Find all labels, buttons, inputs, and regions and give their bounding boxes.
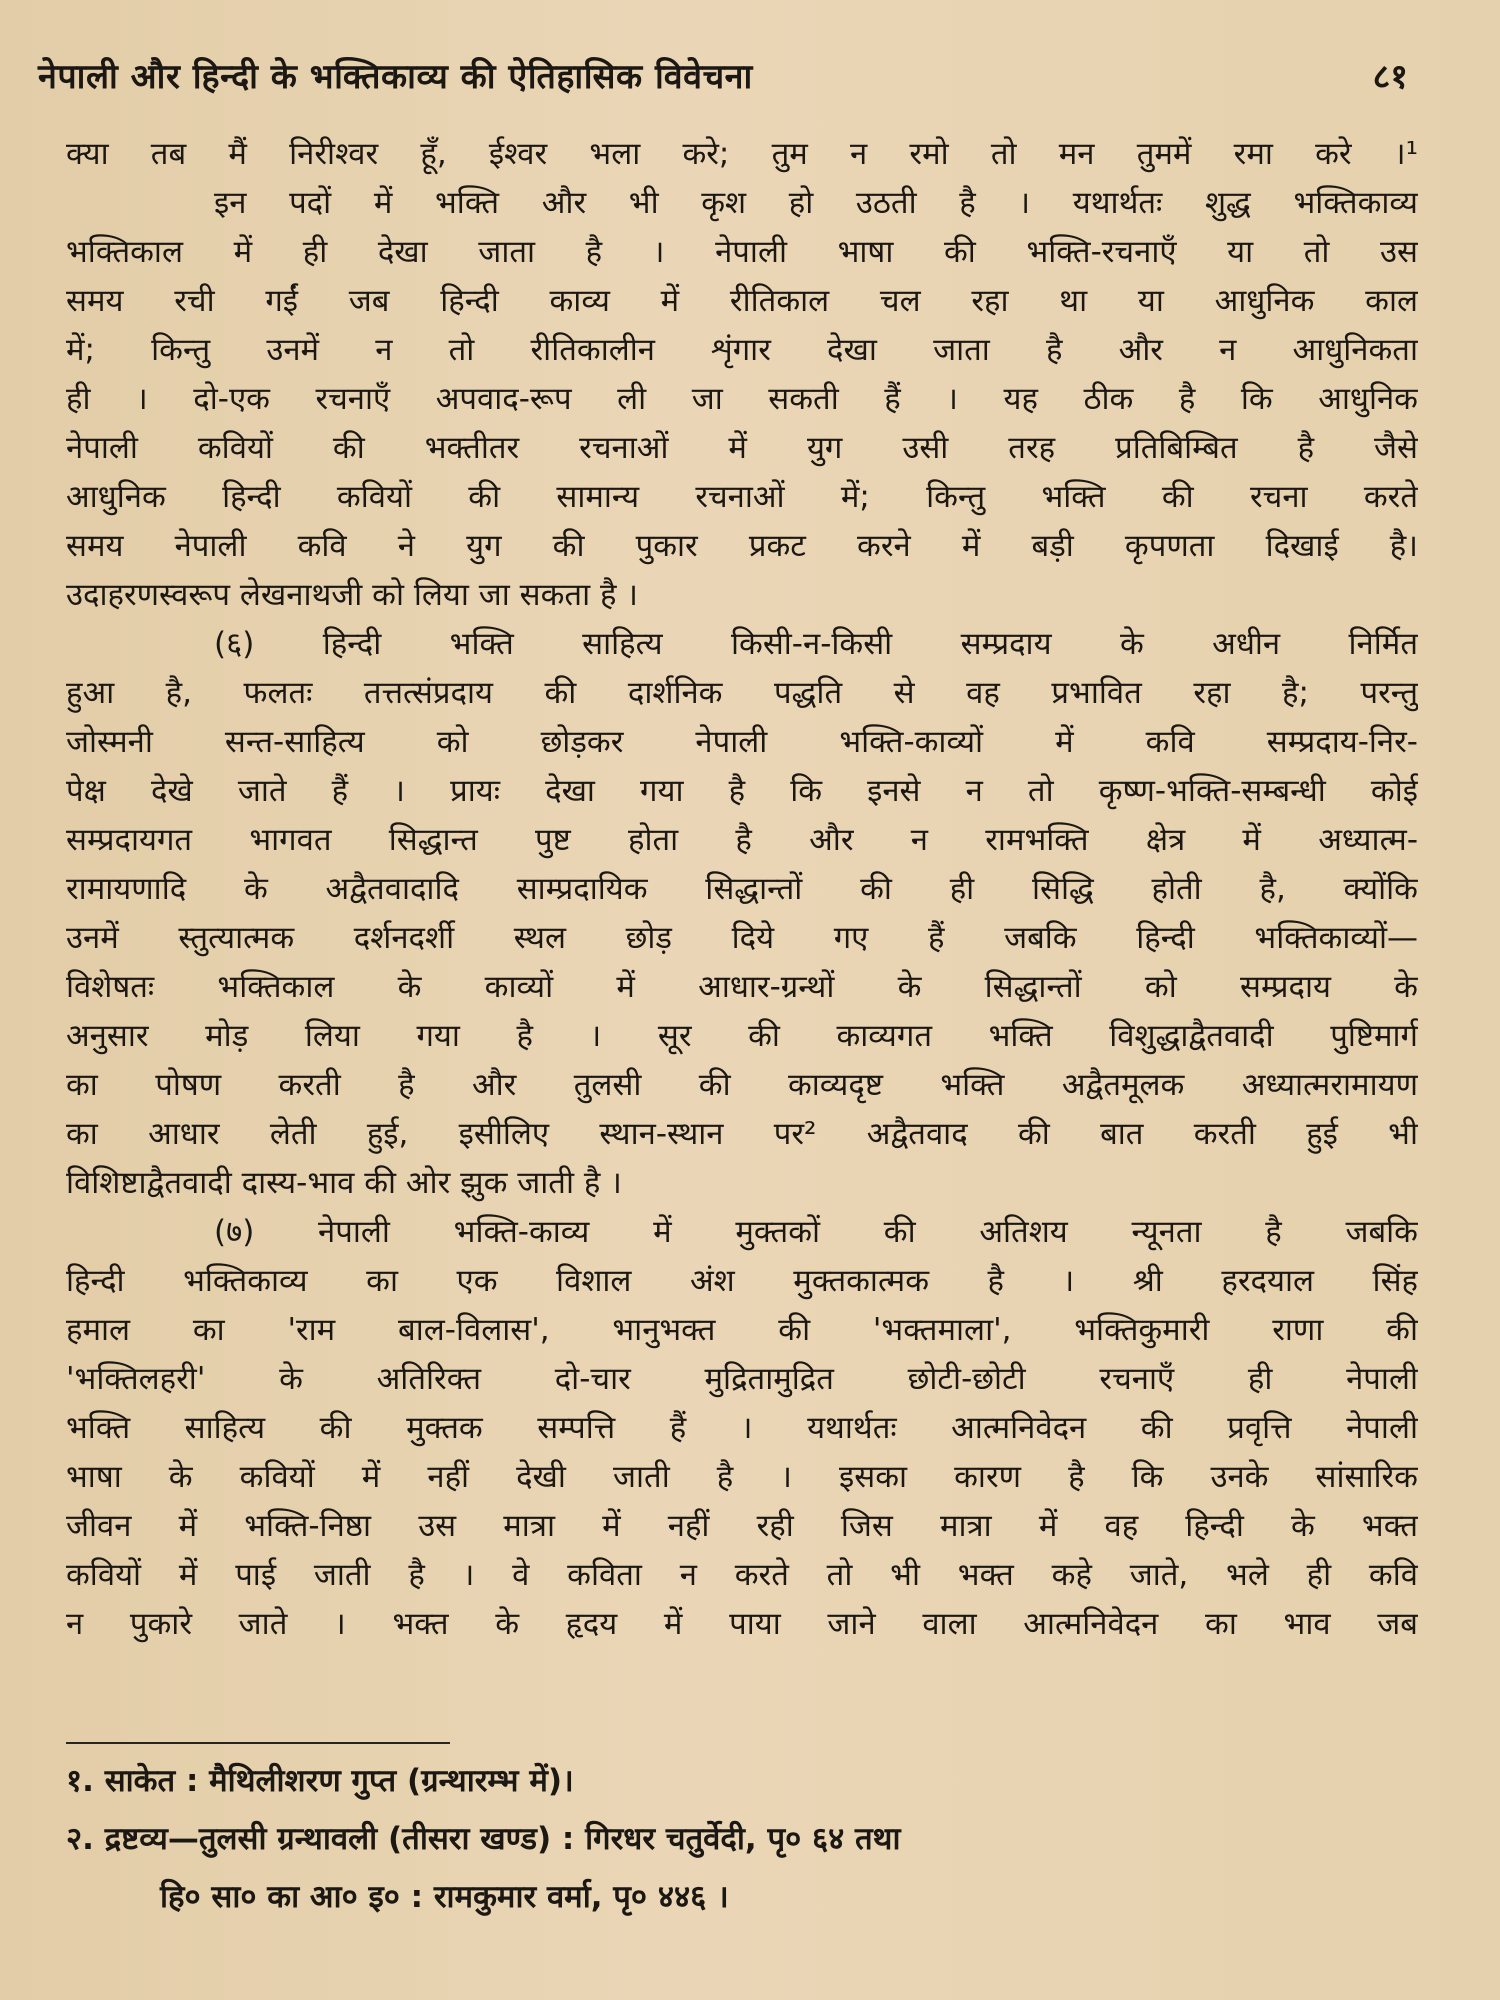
text-line: इन पदों में भक्ति और भी कृश हो उठती है । यथार्थतः शुद्ध भक्तिकाव्य [214, 185, 1418, 221]
footnote-1: १. साकेत : मैथिलीशरण गुप्त (ग्रन्थारम्भ में)। [66, 1763, 574, 1799]
text-line: (७) नेपाली भक्ति-काव्य में मुक्तकों की अतिशय न्यूनता है जबकि [214, 1214, 1418, 1250]
text-line: सम्प्रदायगत भागवत सिद्धान्त पुष्ट होता है और न रामभक्ति क्षेत्र में अध्यात्म- [66, 822, 1418, 858]
text-line: भक्तिकाल में ही देखा जाता है । नेपाली भाषा की भक्ति-रचनाएँ या तो उस [66, 234, 1418, 270]
text-line: हमाल का 'राम बाल-विलास', भानुभक्त की 'भक्तमाला', भक्तिकुमारी राणा की [66, 1312, 1418, 1348]
text-line: न पुकारे जाते । भक्त के हृदय में पाया जाने वाला आत्मनिवेदन का भाव जब [66, 1606, 1418, 1642]
text-line: रामायणादि के अद्वैतवादादि साम्प्रदायिक सिद्धान्तों की ही सिद्धि होती है, क्योंकि [66, 871, 1418, 907]
text-line: उदाहरणस्वरूप लेखनाथजी को लिया जा सकता है । [66, 577, 639, 613]
text-line: हुआ है, फलतः तत्तत्संप्रदाय की दार्शनिक पद्धति से वह प्रभावित रहा है; परन्तु [66, 675, 1418, 711]
text-line: जोस्मनी सन्त-साहित्य को छोड़कर नेपाली भक्ति-काव्यों में कवि सम्प्रदाय-निर- [66, 724, 1418, 760]
text-line: कवियों में पाई जाती है । वे कविता न करते तो भी भक्त कहे जाते, भले ही कवि [66, 1557, 1418, 1593]
text-line: में; किन्तु उनमें न तो रीतिकालीन शृंगार देखा जाता है और न आधुनिकता [66, 332, 1418, 368]
text-line: 'भक्तिलहरी' के अतिरिक्त दो-चार मुद्रितामुद्रित छोटी-छोटी रचनाएँ ही नेपाली [66, 1361, 1418, 1397]
text-line: अनुसार मोड़ लिया गया है । सूर की काव्यगत भक्ति विशुद्धाद्वैतवादी पुष्टिमार्ग [66, 1018, 1418, 1054]
running-header-title: नेपाली और हिन्दी के भक्तिकाव्य की ऐतिहासिक विवेचना [38, 57, 753, 97]
text-line: ही । दो-एक रचनाएँ अपवाद-रूप ली जा सकती हैं । यह ठीक है कि आधुनिक [66, 381, 1418, 417]
text-line: समय नेपाली कवि ने युग की पुकार प्रकट करने में बड़ी कृपणता दिखाई है। [66, 528, 1418, 564]
text-line: आधुनिक हिन्दी कवियों की सामान्य रचनाओं में; किन्तु भक्ति की रचना करते [66, 479, 1418, 515]
text-line: समय रची गईं जब हिन्दी काव्य में रीतिकाल चल रहा था या आधुनिक काल [66, 283, 1418, 319]
running-header [38, 52, 1408, 108]
text-line: भाषा के कवियों में नहीं देखी जाती है । इसका कारण है कि उनके सांसारिक [66, 1459, 1418, 1495]
text-line: जीवन में भक्ति-निष्ठा उस मात्रा में नहीं रही जिस मात्रा में वह हिन्दी के भक्त [66, 1508, 1418, 1544]
text-line: उनमें स्तुत्यात्मक दर्शनदर्शी स्थल छोड़ दिये गए हैं जबकि हिन्दी भक्तिकाव्यों— [66, 920, 1418, 956]
footnote-divider [66, 1742, 450, 1744]
text-line: का आधार लेती हुई, इसीलिए स्थान-स्थान पर² अद्वैतवाद की बात करती हुई भी [66, 1116, 1418, 1152]
text-line: भक्ति साहित्य की मुक्तक सम्पत्ति हैं । यथार्थतः आत्मनिवेदन की प्रवृत्ति नेपाली [66, 1410, 1418, 1446]
text-line: क्या तब मैं निरीश्वर हूँ, ईश्वर भला करे; तुम न रमो तो मन तुममें रमा करे ।¹ [66, 136, 1418, 172]
body-text [66, 130, 1418, 1649]
text-line: (६) हिन्दी भक्ति साहित्य किसी-न-किसी सम्प्रदाय के अधीन निर्मित [214, 626, 1418, 662]
text-line: हिन्दी भक्तिकाव्य का एक विशाल अंश मुक्तकात्मक है । श्री हरदयाल सिंह [66, 1263, 1418, 1299]
footnote-2: २. द्रष्टव्य—तुलसी ग्रन्थावली (तीसरा खण्ड) : गिरधर चतुर्वेदी, पृ० ६४ तथा [66, 1821, 901, 1857]
text-line: का पोषण करती है और तुलसी की काव्यदृष्ट भक्ति अद्वैतमूलक अध्यात्मरामायण [66, 1067, 1418, 1103]
text-line: विशिष्टाद्वैतवादी दास्य-भाव की ओर झुक जाती है । [66, 1165, 622, 1201]
page-number: ८१ [1372, 57, 1408, 97]
footnotes [66, 1752, 1418, 1926]
footnote-2-continuation: हि० सा० का आ० इ० : रामकुमार वर्मा, पृ० ४४६ । [160, 1879, 729, 1915]
text-line: विशेषतः भक्तिकाल के काव्यों में आधार-ग्रन्थों के सिद्धान्तों को सम्प्रदाय के [66, 969, 1418, 1005]
text-line: पेक्ष देखे जाते हैं । प्रायः देखा गया है कि इनसे न तो कृष्ण-भक्ति-सम्बन्धी कोई [66, 773, 1418, 809]
text-line: नेपाली कवियों की भक्तीतर रचनाओं में युग उसी तरह प्रतिबिम्बित है जैसे [66, 430, 1418, 466]
